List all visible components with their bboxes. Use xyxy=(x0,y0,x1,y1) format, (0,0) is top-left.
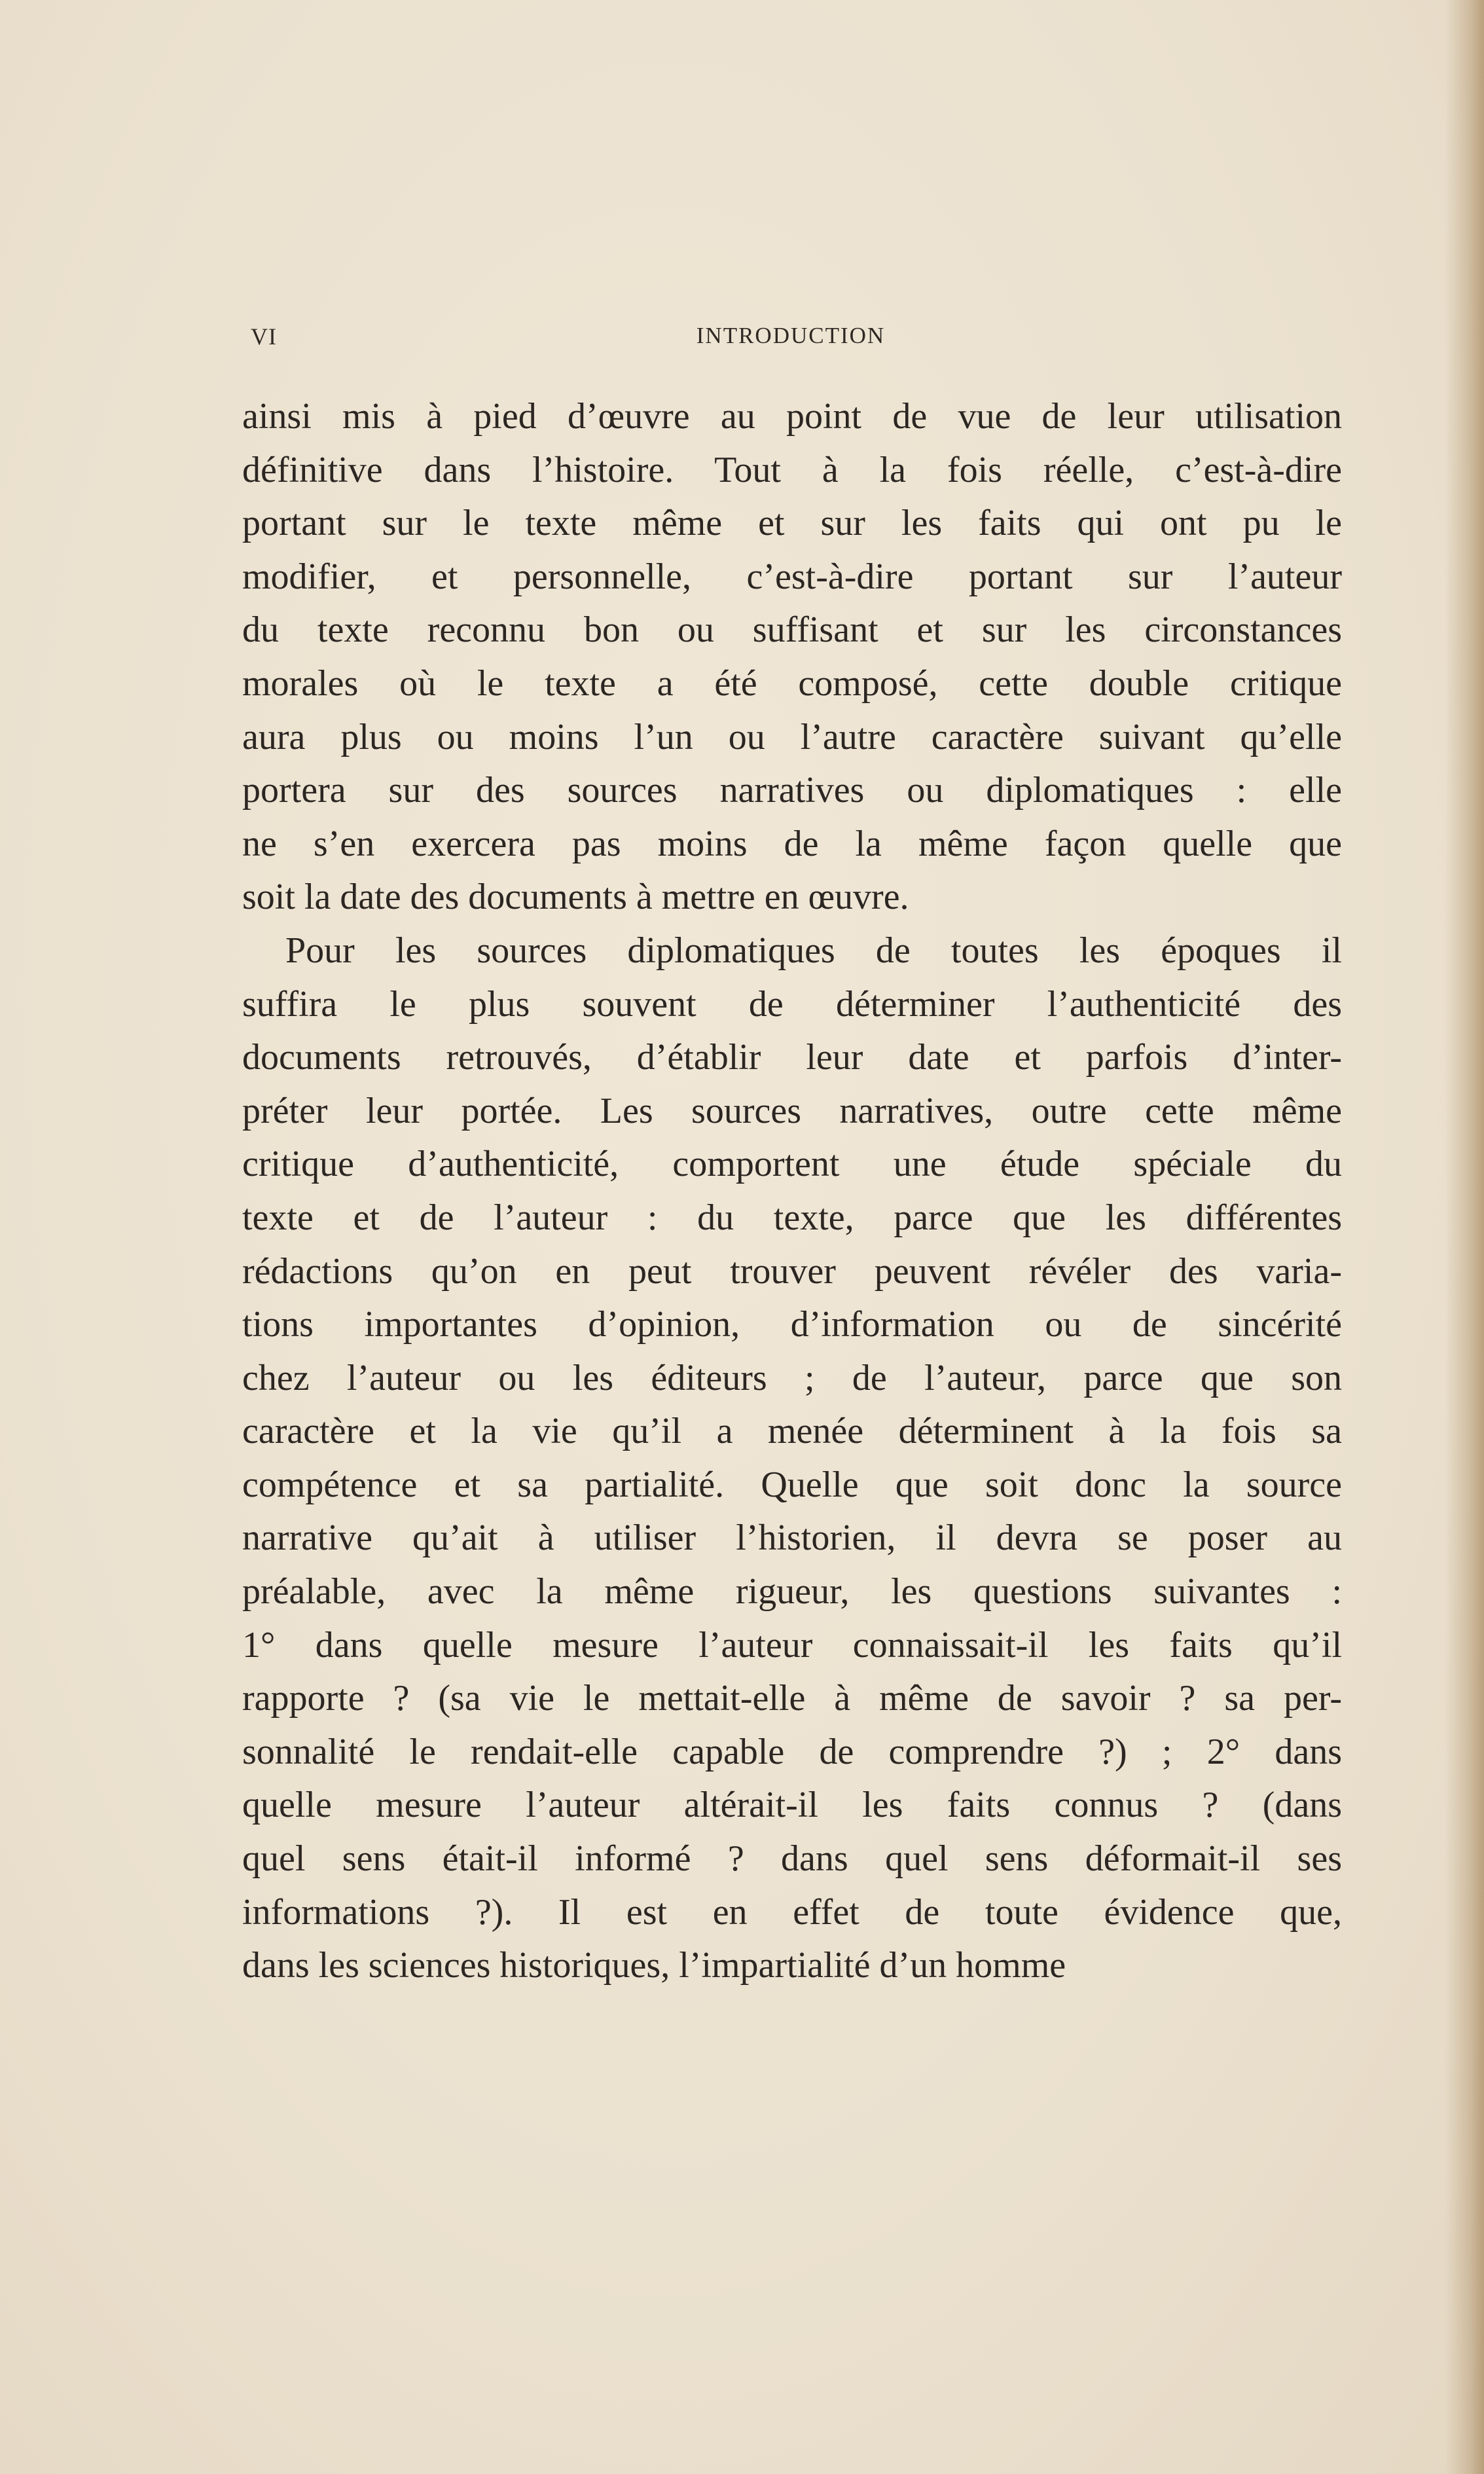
page-edge-shadow xyxy=(1445,0,1484,2474)
text-line: du texte reconnu bon ou suffisant et sur les circonstances xyxy=(242,609,1342,651)
text-line: quelle mesure l’auteur altérait-il les faits connus ? (dans xyxy=(242,1785,1342,1826)
text-line: informations ?). Il est en effet de toute évidence que, xyxy=(242,1891,1342,1933)
page-header xyxy=(251,323,1331,362)
page-number: VI xyxy=(251,323,277,350)
text-line: compétence et sa partialité. Quelle que soit donc la source xyxy=(242,1464,1342,1505)
text-line: caractère et la vie qu’il a menée déterminent à la fois sa xyxy=(242,1411,1342,1452)
text-line: ne s’en exercera pas moins de la même façon quelle que xyxy=(242,823,1342,864)
text-line: ainsi mis à pied d’œuvre au point de vue de leur utilisation xyxy=(242,396,1342,437)
text-line: portera sur des sources narratives ou diplomatiques : elle xyxy=(242,770,1342,811)
text-line: sonnalité le rendait-elle capable de comprendre ?) ; 2° dans xyxy=(242,1731,1342,1772)
text-line: tions importantes d’opinion, d’information ou de sincérité xyxy=(242,1304,1342,1345)
text-line: préalable, avec la même rigueur, les questions suivantes : xyxy=(242,1571,1342,1612)
text-line: texte et de l’auteur : du texte, parce que les différentes xyxy=(242,1197,1342,1238)
text-line: rédactions qu’on en peut trouver peuvent révéler des varia- xyxy=(242,1250,1342,1292)
text-line: soit la date des documents à mettre en œuvre. xyxy=(242,877,909,918)
text-line: définitive dans l’histoire. Tout à la fois réelle, c’est-à-dire xyxy=(242,449,1342,490)
text-line: Pour les sources diplomatiques de toutes les époques il xyxy=(285,930,1342,971)
text-line: préter leur portée. Les sources narratives, outre cette même xyxy=(242,1090,1342,1131)
text-line: modifier, et personnelle, c’est-à-dire portant sur l’auteur xyxy=(242,556,1342,597)
text-line: portant sur le texte même et sur les faits qui ont pu le xyxy=(242,503,1342,544)
text-line: quel sens était-il informé ? dans quel sens déformait-il ses xyxy=(242,1838,1342,1880)
text-line: narrative qu’ait à utiliser l’historien, il devra se poser au xyxy=(242,1518,1342,1559)
text-line: chez l’auteur ou les éditeurs ; de l’auteur, parce que son xyxy=(242,1357,1342,1398)
text-line: suffira le plus souvent de déterminer l’authenticité des xyxy=(242,983,1342,1025)
text-line: morales où le texte a été composé, cette double critique xyxy=(242,663,1342,704)
text-line: documents retrouvés, d’établir leur date et parfois d’inter- xyxy=(242,1037,1342,1078)
running-head: INTRODUCTION xyxy=(696,323,886,348)
text-line: dans les sciences historiques, l’impartialité d’un homme xyxy=(242,1945,1066,1986)
text-line: aura plus ou moins l’un ou l’autre caractère suivant qu’elle xyxy=(242,716,1342,757)
text-line: 1° dans quelle mesure l’auteur connaissait-il les faits qu’il xyxy=(242,1624,1342,1665)
body-text xyxy=(242,390,1342,1993)
text-line: critique d’authenticité, comportent une étude spéciale du xyxy=(242,1144,1342,1185)
text-line: rapporte ? (sa vie le mettait-elle à même de savoir ? sa per- xyxy=(242,1678,1342,1719)
